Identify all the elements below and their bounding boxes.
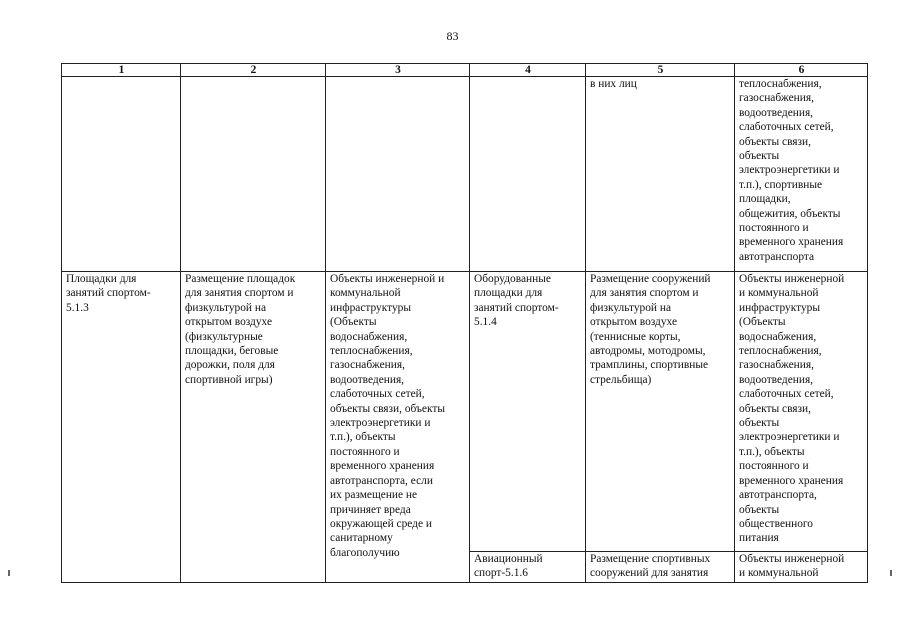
table-cell xyxy=(470,552,586,583)
page-number: 83 xyxy=(446,29,459,43)
scan-mark-left xyxy=(8,570,10,576)
table-cell xyxy=(62,272,181,583)
header-row xyxy=(62,64,868,77)
column-header-3: 3 xyxy=(326,64,470,77)
cell-text: в них лиц xyxy=(590,78,637,90)
column-header-2: 2 xyxy=(181,64,326,77)
cell-text: Площадки для занятий спортом- 5.1.3 xyxy=(66,273,151,314)
table-cell xyxy=(586,77,735,272)
table-row-main xyxy=(62,272,868,552)
table-cell xyxy=(181,77,326,272)
scan-mark-right xyxy=(890,570,892,576)
table-cell xyxy=(586,272,735,552)
table-cell xyxy=(586,552,735,583)
cell-text: Оборудованные площадки для занятий спортом- 5.1.4 xyxy=(474,273,559,329)
table-cell xyxy=(470,272,586,552)
table-cell xyxy=(181,272,326,583)
table-cell xyxy=(470,77,586,272)
cell-text: теплоснабжения, газоснабжения, водоотведения, слаботочных сетей, объекты связи, объекты электроэнергетики и т.п.), спортивные площадки, общежития, объекты постоянного и временного хранения автотранспорта xyxy=(739,78,844,263)
table-cell xyxy=(735,552,868,583)
table-row-continued xyxy=(62,77,868,272)
cell-text: Объекты инженерной и коммунальной xyxy=(739,553,845,580)
column-header-5: 5 xyxy=(586,64,735,77)
table-cell xyxy=(735,272,868,552)
cell-text: Объекты инженерной и коммунальной инфраструктуры (Объекты водоснабжения, теплоснабжения, газоснабжения, водоотведения, слаботочных сетей, объекты связи, объекты электроэнергетики и т.п.), объекты постоянного и временного хранения автотранспорта, если их размещение не причиняет вреда окружающей среде и санитарному благополучию xyxy=(330,273,445,559)
cell-text: Размещение площадок для занятия спортом и физкультурой на открытом воздухе (физкультурные площадки, беговые дорожки, поля для спортивной игры) xyxy=(185,273,296,386)
table-cell xyxy=(62,77,181,272)
table-cell xyxy=(326,272,470,583)
column-header-1: 1 xyxy=(62,64,181,77)
column-header-4: 4 xyxy=(470,64,586,77)
zoning-table xyxy=(61,63,868,583)
table-cell xyxy=(735,77,868,272)
cell-text: Размещение спортивных сооружений для занятия xyxy=(590,553,711,580)
cell-text: Авиационный спорт-5.1.6 xyxy=(474,553,543,580)
column-header-6: 6 xyxy=(735,64,868,77)
cell-text: Объекты инженерной и коммунальной инфраструктуры (Объекты водоснабжения, теплоснабжения, газоснабжения, водоотведения, слаботочных сетей, объекты связи, объекты электроэнергетики и т.п.), объекты постоянного и временного хранения автотранспорта, объекты общественного питания xyxy=(739,273,845,545)
table-cell xyxy=(326,77,470,272)
cell-text: Размещение сооружений для занятия спортом и физкультурой на открытом воздухе (теннисные корты, автодромы, мотодромы, трамплины, спортивные стрельбища) xyxy=(590,273,711,386)
